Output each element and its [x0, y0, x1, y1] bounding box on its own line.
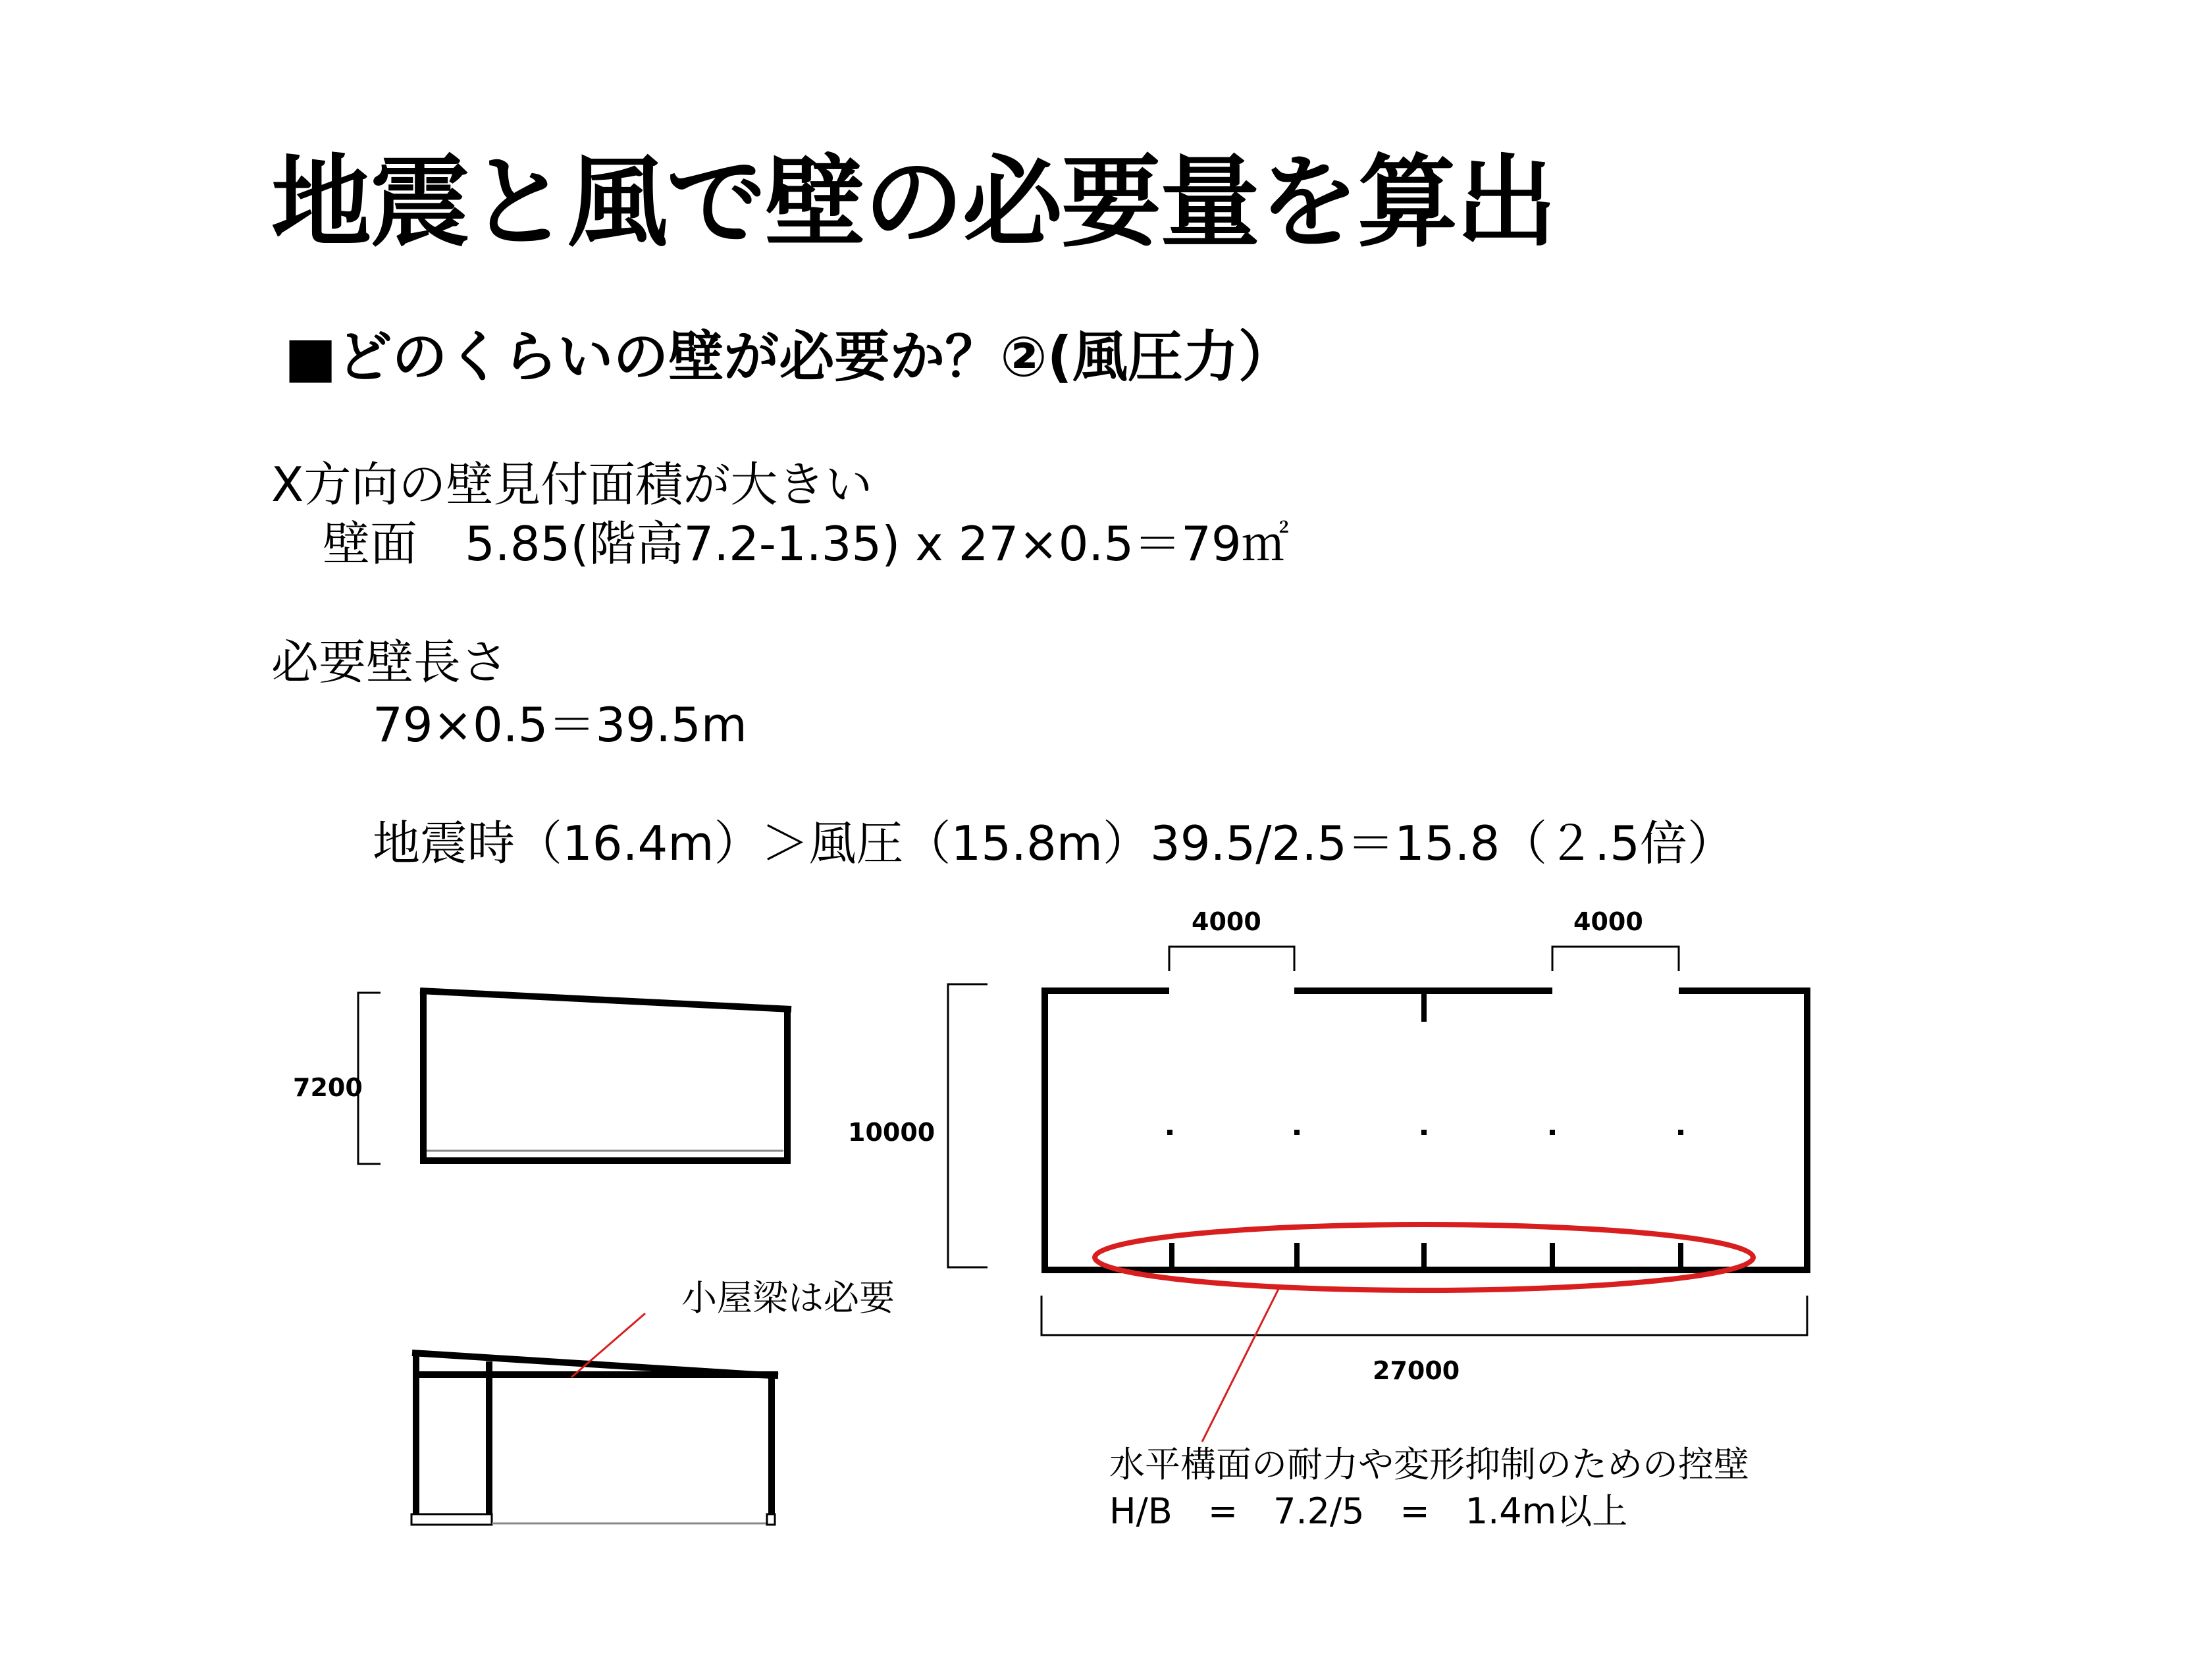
calc-line-facade-area: X方向の壁見付面積が大きい [271, 457, 873, 512]
section-with-beam-drawing [411, 1313, 778, 1525]
footing [411, 1514, 492, 1525]
annotation-line-2: H/B = 7.2/5 = 1.4m以上 [1109, 1490, 1628, 1532]
width-dimension-bracket [1041, 1296, 1807, 1335]
depth-dimension-label: 10000 [848, 1118, 935, 1147]
depth-dimension-bracket [948, 984, 988, 1267]
beam-note: 小屋梁は必要 [681, 1277, 895, 1319]
annotation-line-1: 水平構面の耐力や変形抑制のための控壁 [1109, 1444, 1749, 1485]
column-dot [1678, 1130, 1683, 1135]
column-dot [1167, 1130, 1172, 1135]
calc-line-wall-area-formula: 壁面 5.85(階高7.2-1.35) x 27×0.5＝79㎡ [323, 516, 1289, 571]
height-dimension-label: 7200 [293, 1073, 363, 1102]
calc-line-required-length-heading: 必要壁長さ [271, 635, 509, 690]
opening-left-bracket [1169, 947, 1294, 971]
annotation-leader-line [1202, 1289, 1278, 1442]
opening-right-bracket [1552, 947, 1679, 971]
section-drawing [358, 991, 791, 1164]
column-dot [1550, 1130, 1555, 1135]
opening-right-dimension-label: 4000 [1573, 907, 1643, 936]
opening-left-dimension-label: 4000 [1192, 907, 1261, 936]
column-dot [1421, 1130, 1427, 1135]
calc-line-required-length-formula: 79×0.5＝39.5m [373, 697, 747, 752]
calc-line-comparison: 地震時（16.4m）＞風圧（15.8m）39.5/2.5＝15.8（２.5倍） [373, 816, 1735, 871]
page-title: 地震と風で壁の必要量を算出 [271, 144, 1555, 261]
width-dimension-label: 27000 [1373, 1356, 1460, 1385]
column-dot [1294, 1130, 1300, 1135]
footing [767, 1514, 775, 1525]
sloped-roof-line [420, 991, 791, 1009]
section-heading: ■どのくらいの壁が必要か？②(風圧力） [284, 325, 1294, 389]
